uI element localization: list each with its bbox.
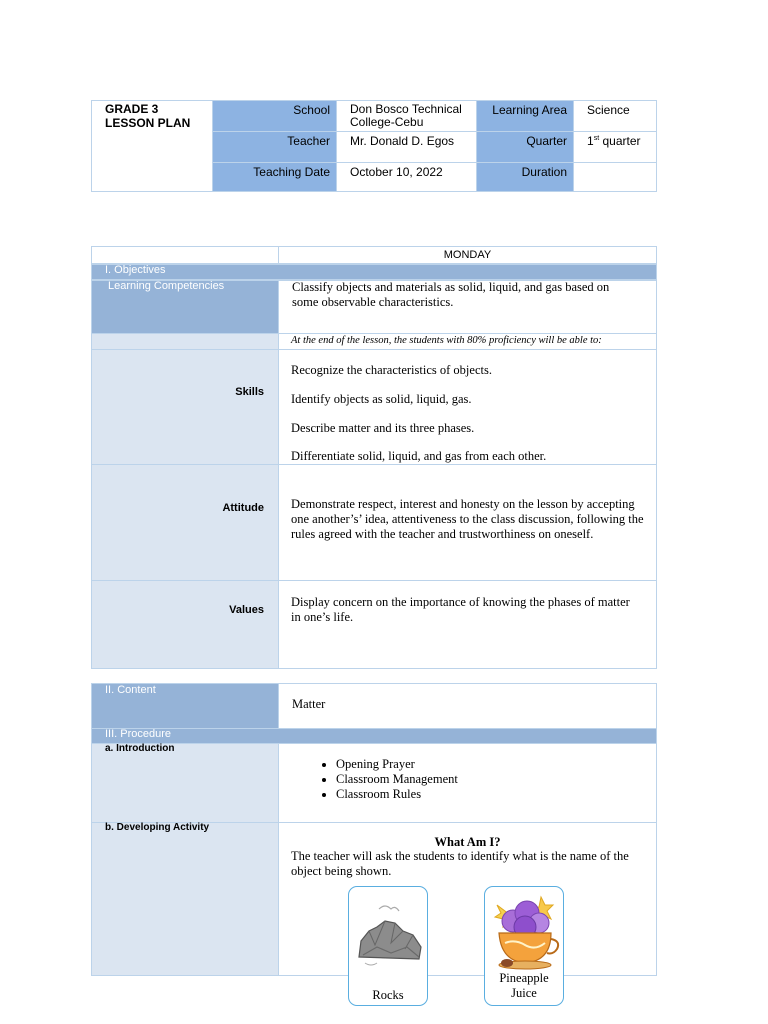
- school-label: School: [213, 101, 337, 132]
- quarter-value: 1st quarter: [574, 132, 657, 163]
- activity-title: What Am I?: [434, 835, 501, 849]
- skill-item: Describe matter and its three phases.: [291, 421, 475, 435]
- values-text: Display concern on the importance of knowing the phases of matter in one’s life.: [291, 595, 630, 624]
- teacher-label: Teacher: [213, 132, 337, 163]
- objectives-corner-cell: [91, 246, 279, 264]
- day-header: MONDAY: [278, 246, 657, 264]
- learning-area-value: Science: [574, 101, 657, 132]
- rocks-icon: [351, 901, 427, 973]
- introduction-label-cell: [91, 743, 279, 823]
- rocks-card: [348, 886, 428, 1006]
- list-item: • Classroom Management: [336, 772, 458, 787]
- developing-label-cell: [91, 822, 279, 976]
- duration-value: [574, 163, 657, 192]
- activity-instructions: The teacher will ask the students to identify what is the name of the object being shown.: [291, 849, 629, 878]
- developing-activity-label: b. Developing Activity: [105, 822, 210, 833]
- plan-title: GRADE 3 LESSON PLAN: [92, 101, 213, 192]
- pineapple-juice-icon: [491, 891, 561, 971]
- content-cell: [278, 683, 657, 729]
- duration-label: Duration: [477, 163, 574, 192]
- competencies-text: Classify objects and materials as solid, liquid, and gas based on some observable characteristics.: [292, 280, 610, 309]
- proficiency-note: At the end of the lesson, the students with 80% proficiency will be able to:: [291, 335, 602, 346]
- card-label: Rocks: [372, 988, 404, 1002]
- skill-item: Differentiate solid, liquid, and gas from each other.: [291, 449, 547, 463]
- learning-area-label: Learning Area: [477, 101, 574, 132]
- teaching-date-value: October 10, 2022: [337, 163, 477, 192]
- quarter-label: Quarter: [477, 132, 574, 163]
- objectives-section-bar: [91, 264, 657, 280]
- note-label-cell: [91, 333, 279, 350]
- attitude-label-cell: [91, 464, 279, 581]
- objectives-heading: I. Objectives: [105, 264, 166, 276]
- header-table: [91, 100, 657, 192]
- attitude-label: Attitude: [222, 502, 264, 514]
- teacher-value: Mr. Donald D. Egos: [337, 132, 477, 163]
- list-item: • Classroom Rules: [336, 787, 458, 802]
- teaching-date-label: Teaching Date: [213, 163, 337, 192]
- skill-item: Identify objects as solid, liquid, gas.: [291, 392, 472, 406]
- card-label: Pineapple Juice: [499, 971, 549, 1000]
- attitude-text: Demonstrate respect, interest and honesty on the lesson by accepting one another’s’ idea, attentiveness to the class discussion, following the rules agreed with the teacher and trustworthiness on oneself.: [291, 497, 644, 541]
- values-label-cell: [91, 580, 279, 669]
- content-heading: II. Content: [105, 684, 156, 696]
- introduction-list: [316, 757, 458, 802]
- procedure-section-bar: [91, 728, 657, 744]
- skill-item: Recognize the characteristics of objects.: [291, 363, 492, 377]
- pineapple-juice-card: [484, 886, 564, 1006]
- school-value: Don Bosco Technical College-Cebu: [337, 101, 477, 132]
- content-text: Matter: [292, 697, 326, 711]
- skills-label: Skills: [235, 386, 264, 398]
- competencies-label: Learning Competencies: [108, 280, 225, 292]
- introduction-label: a. Introduction: [105, 743, 175, 754]
- skills-label-cell: [91, 349, 279, 465]
- procedure-heading: III. Procedure: [105, 728, 172, 740]
- values-label: Values: [229, 604, 264, 616]
- list-item: • Opening Prayer: [336, 757, 458, 772]
